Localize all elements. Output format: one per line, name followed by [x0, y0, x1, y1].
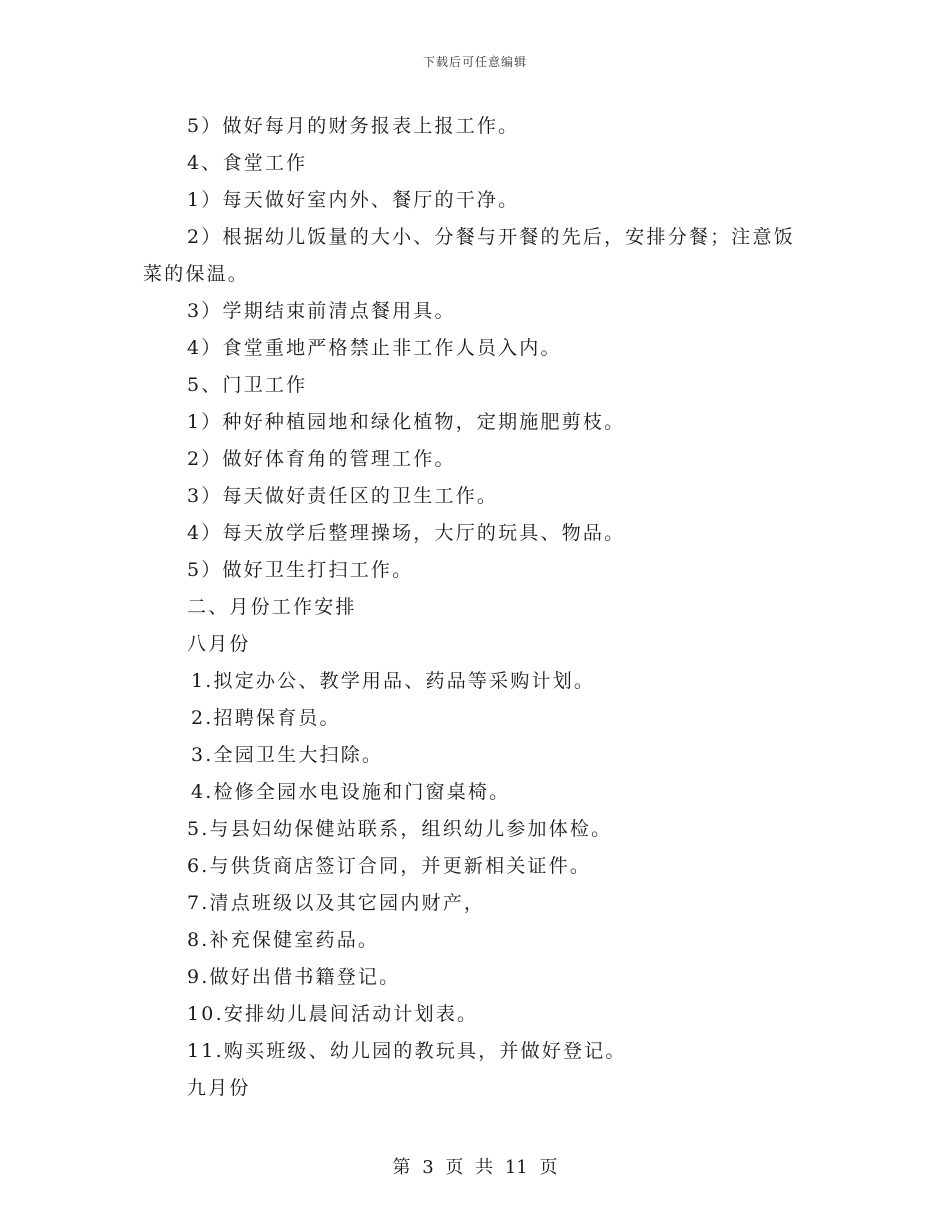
text-line: 1）种好种植园地和绿化植物，定期施肥剪枝。 [187, 411, 626, 433]
text-line: 5）做好卫生打扫工作。 [187, 559, 414, 581]
list-item: 3.全园卫生大扫除。 [191, 744, 384, 766]
section-heading: 4、食堂工作 [187, 152, 308, 174]
list-item: 4.检修全园水电设施和门窗桌椅。 [191, 781, 511, 803]
text-line: 2）做好体育角的管理工作。 [187, 448, 456, 470]
text-line: 2）根据幼儿饭量的大小、分餐与开餐的先后，安排分餐；注意饭 [187, 226, 795, 248]
section-heading: 二、月份工作安排 [187, 596, 357, 618]
page-number-footer: 第 3 页 共 11 页 [392, 1157, 558, 1178]
list-item: 8.补充保健室药品。 [187, 929, 380, 951]
list-item: 1.拟定办公、教学用品、药品等采购计划。 [191, 670, 596, 692]
month-heading: 九月份 [187, 1077, 251, 1099]
month-heading: 八月份 [187, 633, 251, 655]
list-item: 10.安排幼儿晨间活动计划表。 [187, 1003, 479, 1025]
list-item: 6.与供货商店签订合同，并更新相关证件。 [187, 855, 592, 877]
text-line: 1）每天做好室内外、餐厅的干净。 [187, 189, 520, 211]
text-line: 4）每天放学后整理操场，大厅的玩具、物品。 [187, 522, 626, 544]
list-item: 2.招聘保育员。 [191, 707, 341, 729]
text-line-continuation: 菜的保温。 [143, 263, 250, 285]
section-heading: 5、门卫工作 [187, 374, 308, 396]
text-line: 3）每天做好责任区的卫生工作。 [187, 485, 499, 507]
list-item: 7.清点班级以及其它园内财产， [187, 892, 486, 914]
text-line: 4）食堂重地严格禁止非工作人员入内。 [187, 337, 562, 359]
document-body [143, 108, 813, 1107]
page-header: 下载后可任意编辑 [422, 55, 527, 69]
list-item: 9.做好出借书籍登记。 [187, 966, 401, 988]
list-item: 5.与县妇幼保健站联系，组织幼儿参加体检。 [187, 818, 613, 840]
list-item: 11.购买班级、幼儿园的教玩具，并做好登记。 [187, 1040, 627, 1062]
text-line: 5）做好每月的财务报表上报工作。 [187, 115, 520, 137]
text-line: 3）学期结束前清点餐用具。 [187, 300, 456, 322]
